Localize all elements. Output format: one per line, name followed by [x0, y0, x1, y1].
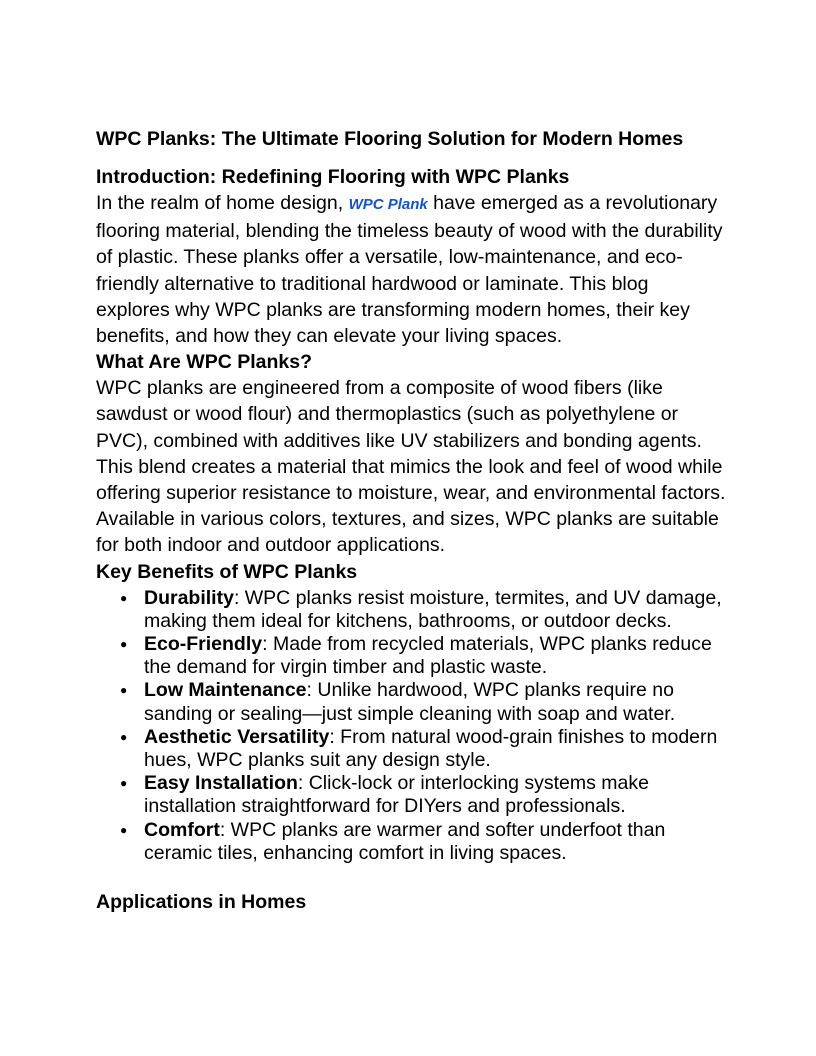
bullet-icon: ●: [120, 683, 128, 698]
bullet-icon: ●: [120, 637, 128, 652]
list-item: [96, 726, 726, 772]
intro-heading: Introduction: Redefining Flooring with WPC Planks: [96, 166, 570, 188]
list-item: [96, 633, 726, 679]
list-item: [96, 772, 726, 818]
intro-text-before-link: In the realm of home design,: [96, 192, 349, 214]
list-item: [96, 819, 726, 865]
bullet-icon: ●: [120, 822, 128, 837]
intro-text-after-link: have emerged as a revolutionary flooring material, blending the timeless beauty of wood with the durability of plastic. These planks offer a versatile, low-maintenance, and eco-friendly alternative to traditional hardwood or laminate. This blog explores why WPC planks are transforming modern homes, their key benefits, and how they can elevate your living spaces.: [96, 192, 723, 348]
benefit-term: Easy Installation: [144, 772, 298, 795]
applications-heading: Applications in Homes: [96, 891, 307, 914]
benefit-description: : From natural wood-grain finishes to modern hues, WPC planks suit any design style.: [144, 725, 718, 772]
benefit-description: : Click-lock or interlocking systems make installation straightforward for DIYers and professionals.: [144, 772, 649, 818]
document-title: WPC Planks: The Ultimate Flooring Solution for Modern Homes: [96, 128, 684, 150]
benefit-description: : WPC planks are warmer and softer underfoot than ceramic tiles, enhancing comfort in living spaces.: [144, 818, 666, 864]
bullet-icon: ●: [120, 590, 128, 605]
benefit-description: : Made from recycled materials, WPC planks reduce the demand for virgin timber and plastic waste.: [144, 633, 712, 679]
section-spacer: [96, 865, 726, 889]
list-item: [96, 679, 726, 725]
benefits-heading: Key Benefits of WPC Planks: [96, 560, 358, 583]
document-page: [96, 126, 726, 915]
benefit-description: : Unlike hardwood, WPC planks require no sanding or sealing—just simple cleaning with soap and water.: [144, 679, 676, 725]
benefit-term: Aesthetic Versatility: [144, 725, 330, 748]
what-are-heading: What Are WPC Planks?: [96, 351, 312, 374]
benefit-term: Eco-Friendly: [144, 633, 263, 656]
list-item: [96, 587, 726, 633]
benefit-term: Comfort: [144, 818, 220, 841]
benefit-term: Durability: [144, 586, 234, 609]
intro-paragraph: [96, 190, 726, 349]
benefits-list: [96, 587, 726, 865]
benefit-description: : WPC planks resist moisture, termites, and UV damage, making them ideal for kitchens, bathrooms, or outdoor decks.: [144, 586, 722, 632]
bullet-icon: ●: [120, 729, 128, 744]
bullet-icon: ●: [120, 776, 128, 791]
what-are-paragraph: WPC planks are engineered from a composite of wood fibers (like sawdust or wood flour) and thermoplastics (such as polyethylene or PVC), combined with additives like UV stabilizers and bonding agents. This blend creates a material that mimics the look and feel of wood while offering superior resistance to moisture, wear, and environmental factors. Available in various colors, textures, and sizes, WPC planks are suitable for both indoor and outdoor applications.: [96, 377, 726, 557]
wpc-plank-link[interactable]: WPC Plank: [348, 196, 428, 213]
benefit-term: Low Maintenance: [144, 679, 307, 702]
